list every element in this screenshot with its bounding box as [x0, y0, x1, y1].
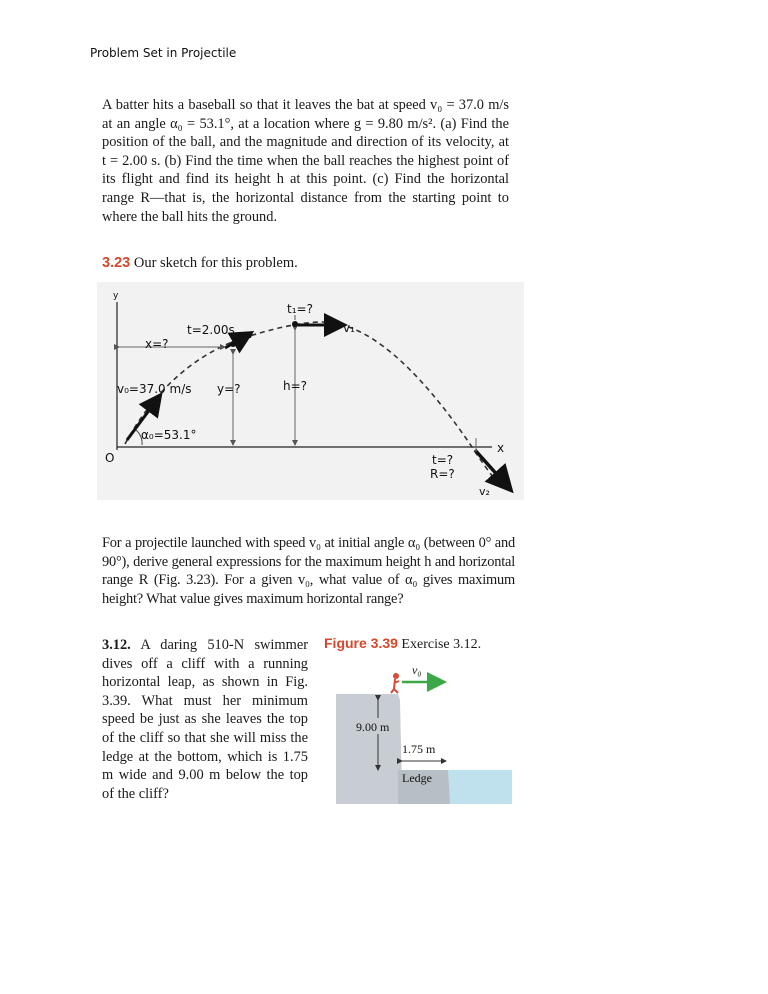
label-ledge: Ledge [402, 771, 432, 785]
water [448, 770, 512, 804]
label-t1: t₁=? [287, 302, 313, 316]
label-v0: v₀ [412, 663, 422, 677]
label-y-axis: y [113, 291, 119, 301]
figure-number: 3.23 [102, 255, 131, 271]
cliff-figure [336, 660, 512, 804]
cliff-rock [336, 694, 402, 804]
v2-arrow [475, 450, 509, 488]
label-r-q: R=? [430, 467, 455, 481]
problem-3-body: A daring 510-N swimmer dives off a cliff with a running horizontal leap, as shown in Fig. 3.39. What must her minimum speed be just as she leaves the top of the cliff so that she will miss the ledge at the bottom, which is 1.75 m wide and 9.00 m below the top of the cliff? [102, 637, 309, 802]
label-t-q: t=? [432, 453, 454, 467]
problem-3-number: 3.12. [102, 637, 131, 653]
label-v1: v₁ [343, 321, 355, 335]
problem-1-text: A batter hits a baseball so that it leaves the bat at speed v₀ = 37.0 m/s at an angle α₀ = 53.1°, at a location where g = 9.80 m/s². (a) Find the position of the ball, and the magnitude and direction of its velocity, at t = 2.00 s. (b) Find the time when the ball reaches the highest point of its flight and find its height h at this point. (c) Find the horizontal range R—that is, the horizontal distance from the starting point to where the ball hits the ground. [102, 97, 509, 225]
page-title: Problem Set in Projectile [90, 46, 237, 60]
label-t200: t=2.00s [187, 323, 235, 337]
problem-2-text: For a projectile launched with speed v₀ at initial angle α₀ (between 0° and 90°), derive general expressions for the maximum height h and horizontal range R (Fig. 3.23). For a given v₀, what value of α₀ gives maximum height? What value gives maximum horizontal range? [102, 535, 515, 607]
point-t2 [230, 341, 236, 347]
label-x-axis: x [497, 441, 505, 455]
problem-3-text [102, 636, 308, 803]
label-width: 1.75 m [402, 742, 436, 756]
figure-3-23-caption [102, 255, 298, 272]
label-h-q: h=? [283, 379, 308, 393]
projectile-sketch [97, 282, 524, 500]
label-v: v [247, 328, 254, 341]
point-top [292, 321, 298, 327]
label-alpha0: α₀=53.1° [141, 428, 197, 442]
figure-caption-text: Our sketch for this problem. [133, 255, 298, 271]
figure-3-39-caption [324, 635, 481, 653]
label-origin: O [105, 451, 115, 465]
figure-3-39-number: Figure 3.39 [324, 635, 398, 651]
label-v0: v₀=37.0 m/s [117, 382, 192, 396]
label-y-q: y=? [217, 382, 241, 396]
label-v2: v₂ [479, 485, 490, 498]
label-height: 9.00 m [356, 720, 390, 734]
figure-3-39-text: Exercise 3.12. [401, 637, 482, 652]
label-x-q: x=? [145, 337, 169, 351]
swimmer-icon [391, 673, 399, 693]
